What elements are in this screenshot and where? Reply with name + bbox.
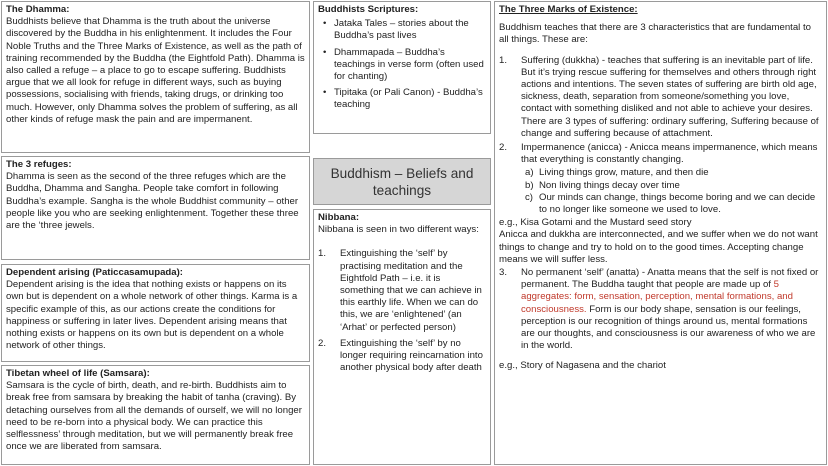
scriptures-heading: Buddhists Scriptures: xyxy=(318,4,419,15)
mark-impermanence: 2. Impermanence (anicca) - Anicca means impermanence, which means that everything is constantly changing. xyxy=(499,142,818,166)
refuges-box xyxy=(1,156,310,260)
scriptures-list xyxy=(318,18,486,111)
refuges-body: Dhamma is seen as the second of the three refuges which are the Buddha, Dhamma and Sangha. People take comfort in following Buddha’s example. Sangha is the whole Buddhist community – other people like you who are seeking enlightenment. Together these three are the ‘three jewels. xyxy=(6,171,299,232)
three-marks-heading: The Three Marks of Existence: xyxy=(499,4,638,15)
nibbana-item-2: 2. Extinguishing the ‘self’ by no longer requiring reincarnation into another physical body after death xyxy=(318,337,483,374)
three-marks-box xyxy=(494,1,827,465)
aggregates-highlight: 5 aggregates: form, sensation, perception, mental formations, and consciousness. xyxy=(521,279,793,315)
tibetan-wheel-body: Samsara is the cycle of birth, death, and re-birth. Buddhists aim to break free from samsara by breaking the habit of tanha (craving). By detaching ourselves from all the demands of ourself, we will no longer need to be re-born into a physical body. We can practice this selflessness’ through meditation, but we will permanently break free once we are liberated from samsara. xyxy=(6,380,302,453)
scripture-item: • Jataka Tales – stories about the Buddha’s past lives xyxy=(334,18,486,42)
dhamma-heading: The Dhamma: xyxy=(6,4,70,15)
nibbana-box xyxy=(313,209,491,465)
mark-anatta: 3. No permanent ‘self’ (anatta) - Anatta means that the self is not fixed or permanent. The Buddha taught that people are made up of 5 aggregates: form, sensation, perception, mental formations, and consciousness. Form is our body shape, sensation is our feelings, perception is our recognition of things around us, mental formations are our thoughts, and consciousness is our awareness of who we are in the world. xyxy=(499,267,819,352)
dhamma-body: Buddhists believe that Dhamma is the truth about the universe discovered by the Buddha in his enlightenment. It includes the Four Noble Truths and the Three Marks of Existence, as well as the path of training recommended by the Buddha (the Eightfold Path). Dhamma is also called a refuge – a place to go to escape suffering. Buddhists argue that we all look for refuge in different ways, such as buying possessions, socialising with friends, taking drugs, or drinking too much. However, only Dhamma solves the problem of suffering, as all other kinds of refuge mask the pain and are impermanent. xyxy=(6,16,305,125)
page-title: Buddhism – Beliefs and teachings xyxy=(330,165,474,198)
example-nagasena: e.g., Story of Nagasena and the chariot xyxy=(499,360,666,372)
mark-suffering: 1. Suffering (dukkha) - teaches that suffering is an inevitable part of life. But it’s trying rescue suffering for themselves and others through right actions and intentions. The seven states of suffering are birth old age, sickness, death, separation from someone/something you love, contact with something disliked and not able to achieve your desires. There are 3 types of suffering: ordinary suffering, Suffering because of change and suffering because of attachment. xyxy=(499,54,819,139)
impermanence-sub-a: a) Living things grow, mature, and then die xyxy=(525,167,709,179)
scriptures-box xyxy=(313,1,491,134)
interconnect-text: Anicca and dukkha are interconnected, and we suffer when we do not want things to change and try to hold on to the good times. Accepting change means we will suffer less. xyxy=(499,229,818,265)
nibbana-heading: Nibbana: xyxy=(318,212,360,223)
nibbana-intro: Nibbana is seen in two different ways: xyxy=(318,224,479,236)
example-kisa-gotami: e.g., Kisa Gotami and the Mustard seed story xyxy=(499,217,692,229)
dependent-arising-heading: Dependent arising (Paticcasamupada): xyxy=(6,267,183,278)
impermanence-sub-c: c) Our minds can change, things become boring and we can decide to no longer like someone we used to love. xyxy=(525,191,816,216)
three-marks-intro: Buddhism teaches that there are 3 characteristics that are fundamental to all things. These are: xyxy=(499,22,811,46)
page-title-box xyxy=(313,158,491,205)
dependent-arising-body: Dependent arising is the idea that nothing exists or happens on its own but is dependent on a whole network of other things. Karma is a specific example of this, as our actions create the conditions for happiness or suffering in later lives. Dependent arising means that nothing exists or happens on its own but is dependent on a whole network of other things. xyxy=(6,279,298,352)
tibetan-wheel-heading: Tibetan wheel of life (Samsara): xyxy=(6,368,150,379)
dependent-arising-box xyxy=(1,264,310,362)
scripture-item: • Tipitaka (or Pali Canon) - Buddha’s teaching xyxy=(334,87,486,111)
tibetan-wheel-box xyxy=(1,365,310,465)
impermanence-sub-b: b) Non living things decay over time xyxy=(525,179,680,191)
refuges-heading: The 3 refuges: xyxy=(6,159,72,170)
scripture-item: • Dhammapada – Buddha’s teachings in verse form (often used for chanting) xyxy=(334,47,486,84)
dhamma-box xyxy=(1,1,310,153)
nibbana-item-1: 1. Extinguishing the ‘self’ by practising meditation and the Eightfold Path – i.e. it is something that we can achieve in this earthly life. When we can do this, we are ‘enlightened’ (an ‘Arhat’ or perfected person) xyxy=(318,248,482,333)
